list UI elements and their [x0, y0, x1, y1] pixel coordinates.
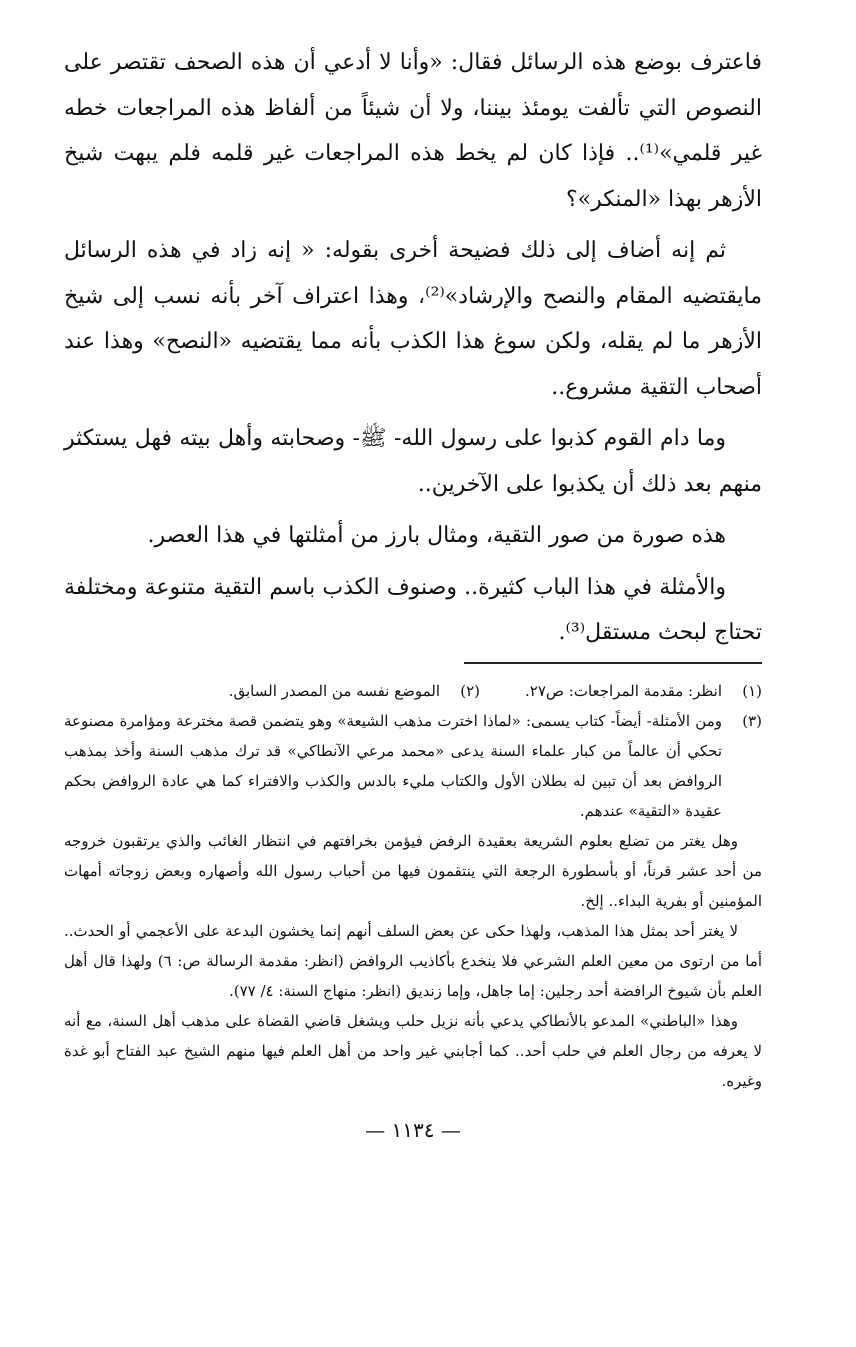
- paragraph-1: فاعترف بوضع هذه الرسائل فقال: «وأنا لا أدعي أن هذه الصحف تقتصر على النصوص التي تألفت يومئذ بيننا، ولا أن شيئاً من ألفاظ هذه المراجعات خطه غير قلمي»⁽¹⁾.. فإذا كان لم يخط هذه المراجعات غير قلمه فلم يبهت شيخ الأزهر بهذا «المنكر»؟: [64, 50, 762, 212]
- footnote-number: (١): [742, 681, 762, 700]
- footnote-paragraph: وهذا «الباطني» المدعو بالأنطاكي يدعي بأنه نزيل حلب ويشغل قاضي القضاة على مذهب أهل السنة، مع أنه لا يعرفه من رجال العلم في حلب أحد.. كما أجابني غير واحد من أهل العلم فيها منهم الشيخ عبد الفتاح أبو غدة وغيره.: [64, 1011, 762, 1090]
- footnote-separator: [464, 662, 762, 664]
- footnote-body: [64, 706, 722, 826]
- page-number: — ١١٣٤ —: [365, 1117, 461, 1142]
- footnote-3: [64, 706, 762, 826]
- footnote-paragraph: وهل يغتر من تضلع بعلوم الشريعة بعقيدة الرفض فيؤمن بخرافتهم في انتظار الغائب والذي يرتقبون خروجه من أحد عشر قرناً، أو بأسطورة الرجعة التي ينتقمون فيها من أحباب رسول الله وأصهاره وبعض زوجاته أمهات المؤمنين أو بفرية البداء.. إلخ.: [64, 831, 762, 910]
- footnotes: [64, 676, 762, 1096]
- paragraph-3: وما دام القوم كذبوا على رسول الله- ﷺ- وصحابته وأهل بيته فهل يستكثر منهم بعد ذلك أن يكذبوا على الآخرين..: [64, 426, 762, 497]
- footnote-number: (٣): [742, 711, 762, 730]
- footnote-text: ومن الأمثلة- أيضاً- كتاب يسمى: «لماذا اخترت مذهب الشيعة» وهو يتضمن قصة مخترعة ومؤامرة مصنوعة تحكي أن عالماً من كبار علماء السنة يدعى «محمد مرعي الآنطاكي» قد ترك مذهب السنة وأخذ بمذهب الروافض بعد أن تبين له بطلان الأول والكتاب مليء بالدس والكذب والافتراء كما هي عادة الروافض بحكم عقيدة «التقية» عندهم.: [64, 711, 722, 820]
- footnote-text: انظر: مقدمة المراجعات: ص٢٧.: [524, 681, 722, 700]
- footnote-number: (٢): [460, 681, 480, 700]
- footnote-2: [229, 676, 480, 706]
- footnote-paragraph: لا يغتر أحد بمثل هذا المذهب، ولهذا حكى عن بعض السلف أنهم إنما يخشون البدعة على الأعجمي أو الحدث.. أما من ارتوى من معين العلم الشرعي فلا ينخدع بأكاذيب الروافض (انظر: مقدمة الرسالة ص: ٦) ولهذا قال أهل العلم بأن شيوخ الرافضة أحد رجلين: إما جاهل، وإما زنديق (انظر: منهاج السنة: ٤/ ٧٧).: [64, 921, 762, 1000]
- footnote-1: [480, 676, 762, 706]
- paragraph-4: هذه صورة من صور التقية، ومثال بارز من أمثلتها في هذا العصر.: [147, 523, 726, 548]
- footnote-text: الموضع نفسه من المصدر السابق.: [228, 681, 440, 700]
- paragraph-2: ثم إنه أضاف إلى ذلك فضيحة أخرى بقوله: « إنه زاد في هذه الرسائل مايقتضيه المقام والنصح والإرشاد»⁽²⁾، وهذا اعتراف آخر بأنه نسب إلى شيخ الأزهر ما لم يقله، ولكن سوغ هذا الكذب بأنه مما يقتضيه «النصح» وهذا عند أصحاب التقية مشروع..: [64, 238, 763, 400]
- footnote-row-1-2: [64, 676, 762, 706]
- main-text: [64, 40, 762, 656]
- paragraph-5: والأمثلة في هذا الباب كثيرة.. وصنوف الكذب باسم التقية متنوعة ومختلفة تحتاج لبحث مستقل⁽³⁾.: [64, 574, 762, 645]
- page: [64, 40, 762, 1142]
